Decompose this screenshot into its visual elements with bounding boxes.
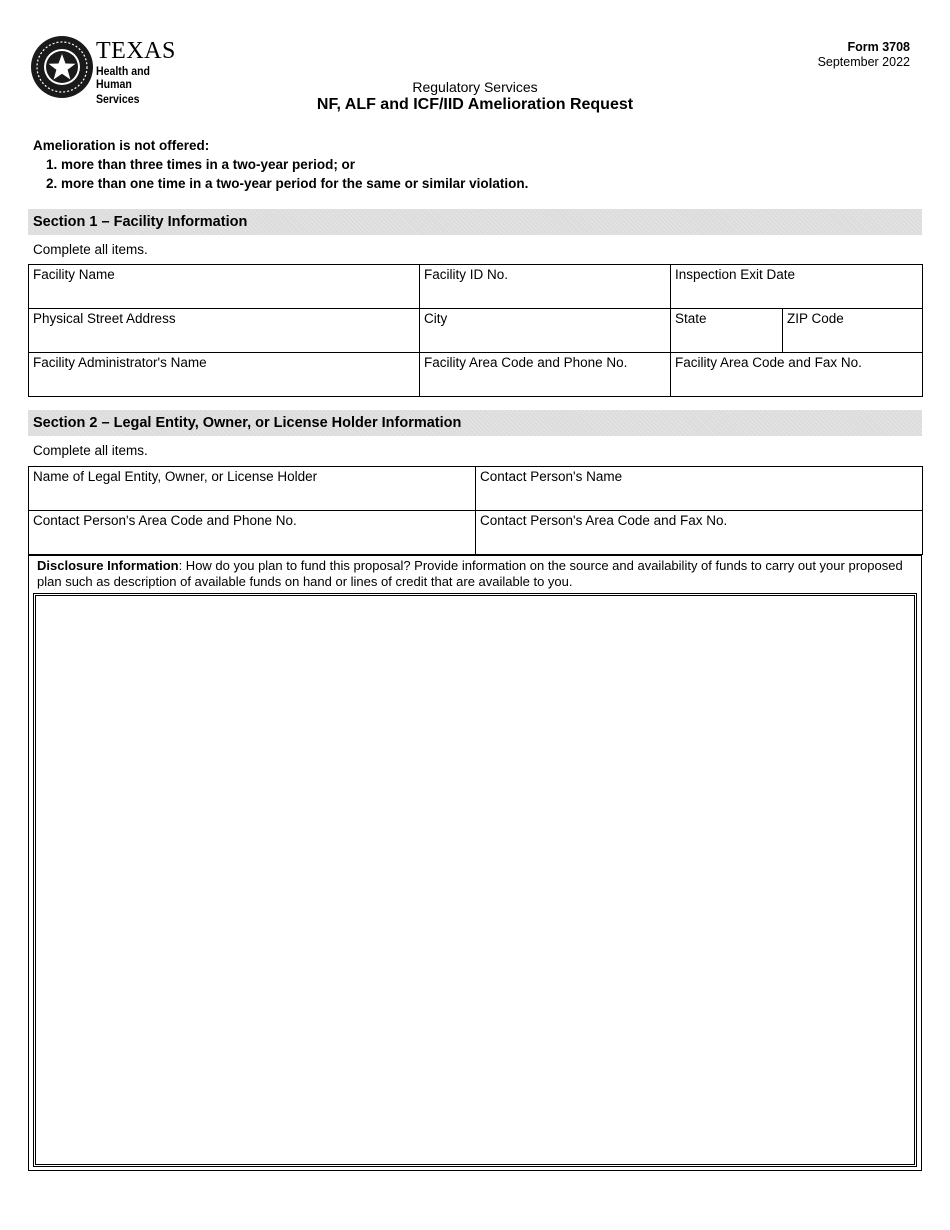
state-field[interactable]: [671, 309, 783, 353]
section1-header: Section 1 – Facility Information: [28, 209, 922, 235]
contact-fax-field[interactable]: [476, 511, 923, 555]
section1-instruction: Complete all items.: [33, 242, 148, 257]
section2-instruction: Complete all items.: [33, 443, 148, 458]
contact-fax-label: Contact Person's Area Code and Fax No.: [480, 513, 728, 528]
inspection-exit-date-label: Inspection Exit Date: [675, 267, 796, 282]
form-subtitle: Regulatory Services: [412, 79, 538, 95]
form-date: September 2022: [817, 55, 910, 69]
facility-name-label: Facility Name: [33, 267, 115, 282]
disclosure-text: : How do you plan to fund this proposal? Provide information on the source and availability of funds to carry out your proposed plan such as description of available funds on hand or lines of credit that are available to you.: [37, 558, 903, 589]
city-field[interactable]: [420, 309, 671, 353]
zip-code-label: ZIP Code: [787, 311, 844, 326]
disclosure-input-area[interactable]: [33, 593, 917, 1167]
notice-heading: Amelioration is not offered:: [33, 138, 210, 153]
notice-item: 2. more than one time in a two-year period for the same or similar violation.: [61, 174, 528, 193]
section2-header: Section 2 – Legal Entity, Owner, or License Holder Information: [28, 410, 922, 436]
facility-id-field[interactable]: [420, 265, 671, 309]
legal-entity-name-field[interactable]: [29, 467, 476, 511]
administrator-name-label: Facility Administrator's Name: [33, 355, 207, 370]
contact-phone-label: Contact Person's Area Code and Phone No.: [33, 513, 297, 528]
city-label: City: [424, 311, 448, 326]
agency-subtitle-line2: Services: [96, 92, 140, 106]
facility-phone-field[interactable]: [420, 353, 671, 397]
facility-id-label: Facility ID No.: [424, 267, 509, 282]
notice-item: 1. more than three times in a two-year period; or: [61, 155, 528, 174]
agency-subtitle-line1: Health and Human: [96, 64, 150, 91]
legal-entity-table: [28, 466, 923, 555]
facility-fax-label: Facility Area Code and Fax No.: [675, 355, 862, 370]
amelioration-notice: [33, 136, 528, 193]
facility-info-table: [28, 264, 923, 397]
zip-code-field[interactable]: [783, 309, 923, 353]
form-title-block: [0, 79, 950, 114]
contact-phone-field[interactable]: [29, 511, 476, 555]
disclosure-label: Disclosure Information: [37, 558, 179, 573]
facility-name-field[interactable]: [29, 265, 420, 309]
facility-phone-label: Facility Area Code and Phone No.: [424, 355, 628, 370]
inspection-exit-date-field[interactable]: [671, 265, 923, 309]
disclosure-prompt: [29, 556, 921, 590]
agency-name: TEXAS: [96, 38, 176, 64]
contact-name-field[interactable]: [476, 467, 923, 511]
street-address-label: Physical Street Address: [33, 311, 176, 326]
legal-entity-name-label: Name of Legal Entity, Owner, or License Holder: [33, 469, 318, 484]
form-number-block: [818, 40, 910, 70]
street-address-field[interactable]: [29, 309, 420, 353]
state-label: State: [675, 311, 707, 326]
disclosure-section: [28, 555, 922, 1171]
contact-name-label: Contact Person's Name: [480, 469, 623, 484]
administrator-name-field[interactable]: [29, 353, 420, 397]
form-title: NF, ALF and ICF/IID Amelioration Request: [316, 96, 634, 113]
form-number: Form 3708: [847, 40, 910, 54]
facility-fax-field[interactable]: [671, 353, 923, 397]
